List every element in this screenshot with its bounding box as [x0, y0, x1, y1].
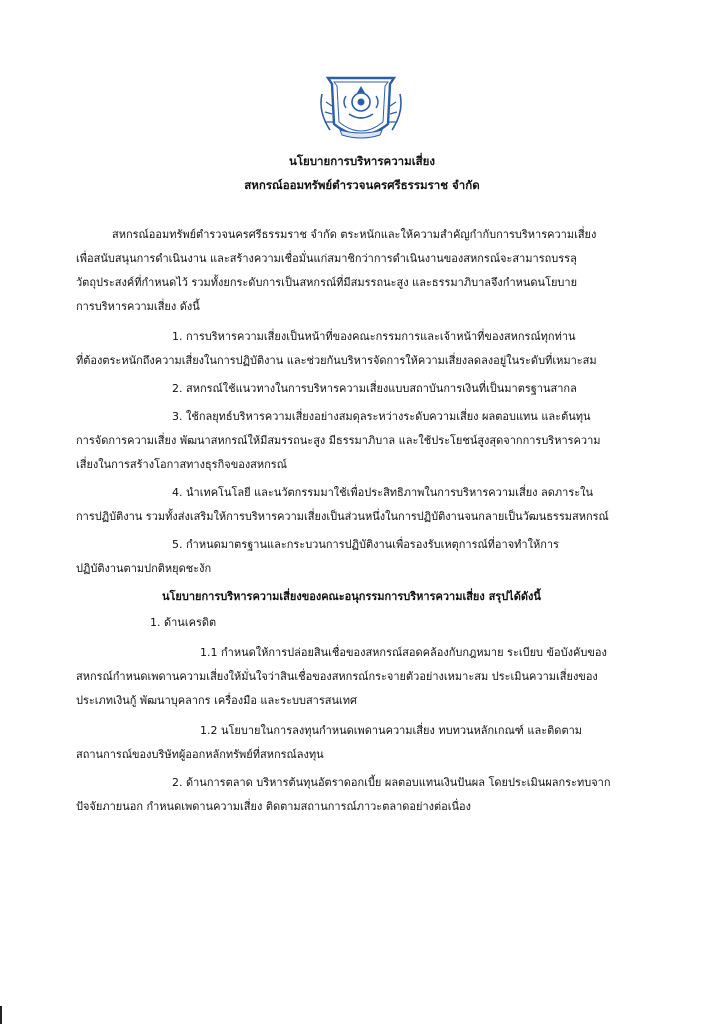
credit-item-1-1-cont: สหกรณ์กำหนดเพดานความเสี่ยงให้มั่นใจว่าสินเชื่อของสหกรณ์กระจายตัวอย่างเหมาะสม ประเมินความเสี่ยงของ	[76, 670, 598, 683]
policy-item-3: 3. ใช้กลยุทธ์บริหารความเสี่ยงอย่างสมดุลระหว่างระดับความเสี่ยง ผลตอบแทน และต้นทุน	[172, 410, 591, 423]
market-section-cont: ปัจจัยภายนอก กำหนดเพดานความเสี่ยง ติดตามสถานการณ์ภาวะตลาดอย่างต่อเนื่อง	[76, 800, 472, 813]
policy-item-2: 2. สหกรณ์ใช้แนวทางในการบริหารความเสี่ยงแบบสถาบันการเงินที่เป็นมาตรฐานสากล	[172, 382, 577, 395]
credit-item-1-2: 1.2 นโยบายในการลงทุนกำหนดเพดานความเสี่ยง ทบทวนหลักเกณฑ์ และติดตาม	[200, 724, 583, 737]
policy-item-5-cont: ปฏิบัติงานตามปกติหยุดชะงัก	[76, 562, 212, 575]
cooperative-emblem-logo	[316, 72, 406, 150]
policy-item-4-cont: การปฏิบัติงาน รวมทั้งส่งเสริมให้การบริหารความเสี่ยงเป็นส่วนหนึ่งในการปฏิบัติงานจนกลายเป็นวัฒนธรรมสหกรณ์	[76, 510, 609, 523]
intro-line: เพื่อสนับสนุนการดำเนินงาน และสร้างความเชื่อมั่นแก่สมาชิกว่าการดำเนินงานของสหกรณ์จะสามารถบรรลุ	[76, 252, 577, 265]
policy-item-3-cont: เสี่ยงในการสร้างโอกาสทางธุรกิจของสหกรณ์	[76, 458, 287, 471]
credit-item-1-1-cont: ประเภทเงินกู้ พัฒนาบุคลากร เครื่องมือ และระบบสารสนเทศ	[76, 694, 357, 707]
policy-item-4: 4. นำเทคโนโลยี และนวัตกรรมมาใช้เพื่อประสิทธิภาพในการบริหารความเสี่ยง ลดภาระใน	[172, 486, 594, 499]
subcommittee-heading: นโยบายการบริหารความเสี่ยงของคณะอนุกรรมการบริหารความเสี่ยง สรุปได้ดังนี้	[162, 590, 541, 603]
intro-line: การบริหารความเสี่ยง ดังนี้	[76, 300, 200, 313]
intro-line: สหกรณ์ออมทรัพย์ตำรวจนครศรีธรรมราช จำกัด ตระหนักและให้ความสำคัญกำกับการบริหารความเสี่ยง	[112, 228, 597, 241]
policy-item-5: 5. กำหนดมาตรฐานและกระบวนการปฏิบัติงานเพื่อรองรับเหตุการณ์ที่อาจทำให้การ	[172, 538, 559, 551]
organization-name: สหกรณ์ออมทรัพย์ตำรวจนครศรีธรรมราช จำกัด	[244, 178, 480, 192]
policy-item-3-cont: การจัดการความเสี่ยง พัฒนาสหกรณ์ให้มีสมรรถนะสูง มีธรรมาภิบาล และใช้ประโยชน์สูงสุดจากการบริหารความ	[76, 434, 601, 447]
credit-section-label: 1. ด้านเครดิต	[150, 616, 217, 629]
credit-item-1-1: 1.1 กำหนดให้การปล่อยสินเชื่อของสหกรณ์สอดคล้องกับกฎหมาย ระเบียบ ข้อบังคับของ	[200, 646, 607, 659]
policy-item-1: 1. การบริหารความเสี่ยงเป็นหน้าที่ของคณะกรรมการและเจ้าหน้าที่ของสหกรณ์ทุกท่าน	[172, 330, 576, 343]
intro-line: วัตถุประสงค์ที่กำหนดไว้ รวมทั้งยกระดับการเป็นสหกรณ์ที่มีสมรรถนะสูง และธรรมาภิบาลจึงกำหนดนโยบาย	[76, 276, 578, 289]
policy-item-1-cont: ที่ต้องตระหนักถึงความเสี่ยงในการปฏิบัติงาน และช่วยกันบริหารจัดการให้ความเสี่ยงลดลงอยู่ในระดับที่เหมาะสม	[76, 354, 597, 367]
policy-title: นโยบายการบริหารความเสี่ยง	[288, 154, 436, 168]
market-section: 2. ด้านการตลาด บริหารต้นทุนอัตราดอกเบี้ย ผลตอบแทนเงินปันผล โดยประเมินผลกระทบจาก	[172, 776, 611, 789]
credit-item-1-2-cont: สถานการณ์ของบริษัทผู้ออกหลักทรัพย์ที่สหกรณ์ลงทุน	[76, 748, 324, 761]
scan-edge-mark	[0, 1006, 2, 1024]
